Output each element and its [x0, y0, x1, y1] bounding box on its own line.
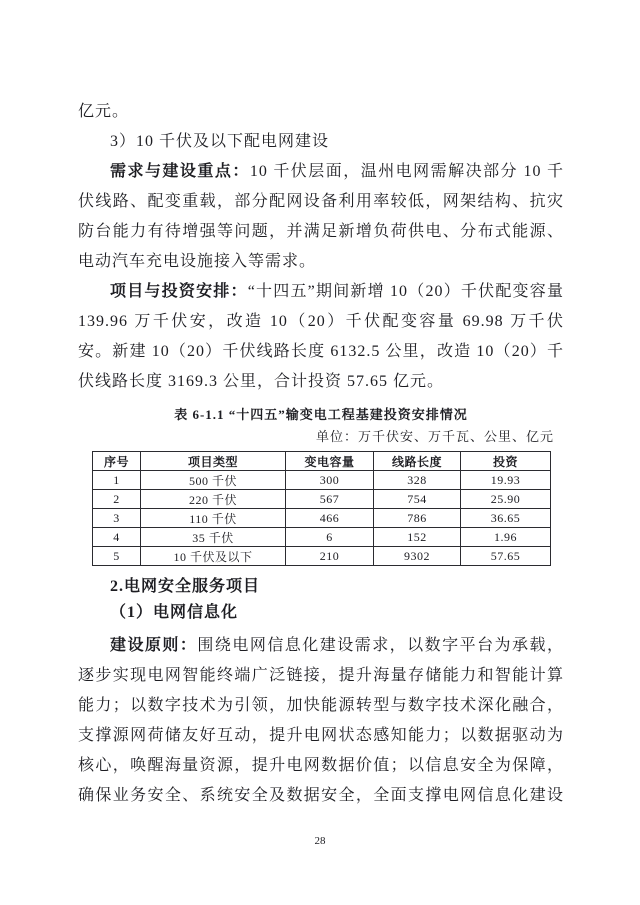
paragraph-principle-lead: 建设原则：	[110, 637, 198, 654]
table-row	[93, 509, 551, 528]
cell-project-type: 35 千伏	[141, 528, 286, 547]
paragraph-demand	[78, 157, 564, 277]
cell-line-length: 152	[374, 528, 461, 547]
table-header-row	[93, 452, 551, 471]
cell-investment: 25.90	[461, 490, 551, 509]
col-header-line-length: 线路长度	[374, 452, 461, 471]
cell-investment: 19.93	[461, 471, 551, 490]
table-caption: 表 6-1.1 “十四五”输变电工程基建投资安排情况	[174, 407, 468, 422]
investment-table	[92, 451, 551, 566]
section-heading-grid-security: 2.电网安全服务项目	[110, 578, 261, 595]
paragraph-project-lead: 项目与投资安排：	[110, 283, 248, 300]
cell-line-length: 328	[374, 471, 461, 490]
cell-index: 1	[93, 471, 141, 490]
table-row	[93, 471, 551, 490]
subheading-distribution-grid: 3）10 千伏及以下配电网建设	[110, 133, 330, 150]
col-header-index: 序号	[93, 452, 141, 471]
paragraph-continuation: 亿元。	[78, 103, 130, 120]
paragraph-project-investment	[78, 277, 564, 397]
cell-substation-capacity: 466	[286, 509, 374, 528]
table-unit-note: 单位：万千伏安、万千瓦、公里、亿元	[315, 429, 554, 444]
cell-line-length: 786	[374, 509, 461, 528]
paragraph-construction-principle	[78, 631, 564, 811]
paragraph-principle-text: 围绕电网信息化建设需求，以数字平台为承载，逐步实现电网智能终端广泛链接，提升海量存储能力和智能计算能力；以数字技术为引领，加快能源转型与数字技术深化融合，支撑源网荷储友好互动，提升电网状态感知能力；以数据驱动为核心，唤醒海量资源，提升电网数据价值；以信息安全为保障，确保业务安全、系统安全及数据安全，全面支撑电网信息化建设	[78, 637, 564, 804]
cell-substation-capacity: 567	[286, 490, 374, 509]
cell-substation-capacity: 210	[286, 547, 374, 566]
cell-index: 3	[93, 509, 141, 528]
cell-index: 5	[93, 547, 141, 566]
paragraph-demand-text: 10 千伏层面，温州电网需解决部分 10 千伏线路、配变重载，部分配网设备利用率较低，网架结构、抗灾防台能力有待增强等问题，并满足新增负荷供电、分布式能源、电动汽车充电设施接入等需求。	[78, 163, 564, 270]
paragraph-project-text: “十四五”期间新增 10（20）千伏配变容量 139.96 万千伏安，改造 10（20）千伏配变容量 69.98 万千伏安。新建 10（20）千伏线路长度 6132.5 公里，改造 10（20）千伏线路长度 3169.3 公里，合计投资 57.65 亿元。	[78, 283, 564, 390]
cell-project-type: 220 千伏	[141, 490, 286, 509]
cell-project-type: 110 千伏	[141, 509, 286, 528]
cell-project-type: 10 千伏及以下	[141, 547, 286, 566]
col-header-investment: 投资	[461, 452, 551, 471]
cell-index: 4	[93, 528, 141, 547]
cell-substation-capacity: 6	[286, 528, 374, 547]
table-row	[93, 528, 551, 547]
cell-line-length: 754	[374, 490, 461, 509]
table-row	[93, 490, 551, 509]
page-number: 28	[314, 835, 326, 847]
cell-investment: 57.65	[461, 547, 551, 566]
paragraph-demand-lead: 需求与建设重点：	[110, 163, 250, 180]
cell-project-type: 500 千伏	[141, 471, 286, 490]
cell-index: 2	[93, 490, 141, 509]
cell-line-length: 9302	[374, 547, 461, 566]
subsection-heading-grid-informatization: （1）电网信息化	[110, 604, 239, 621]
col-header-substation-capacity: 变电容量	[286, 452, 374, 471]
table-row	[93, 547, 551, 566]
cell-investment: 1.96	[461, 528, 551, 547]
cell-investment: 36.65	[461, 509, 551, 528]
col-header-project-type: 项目类型	[141, 452, 286, 471]
cell-substation-capacity: 300	[286, 471, 374, 490]
